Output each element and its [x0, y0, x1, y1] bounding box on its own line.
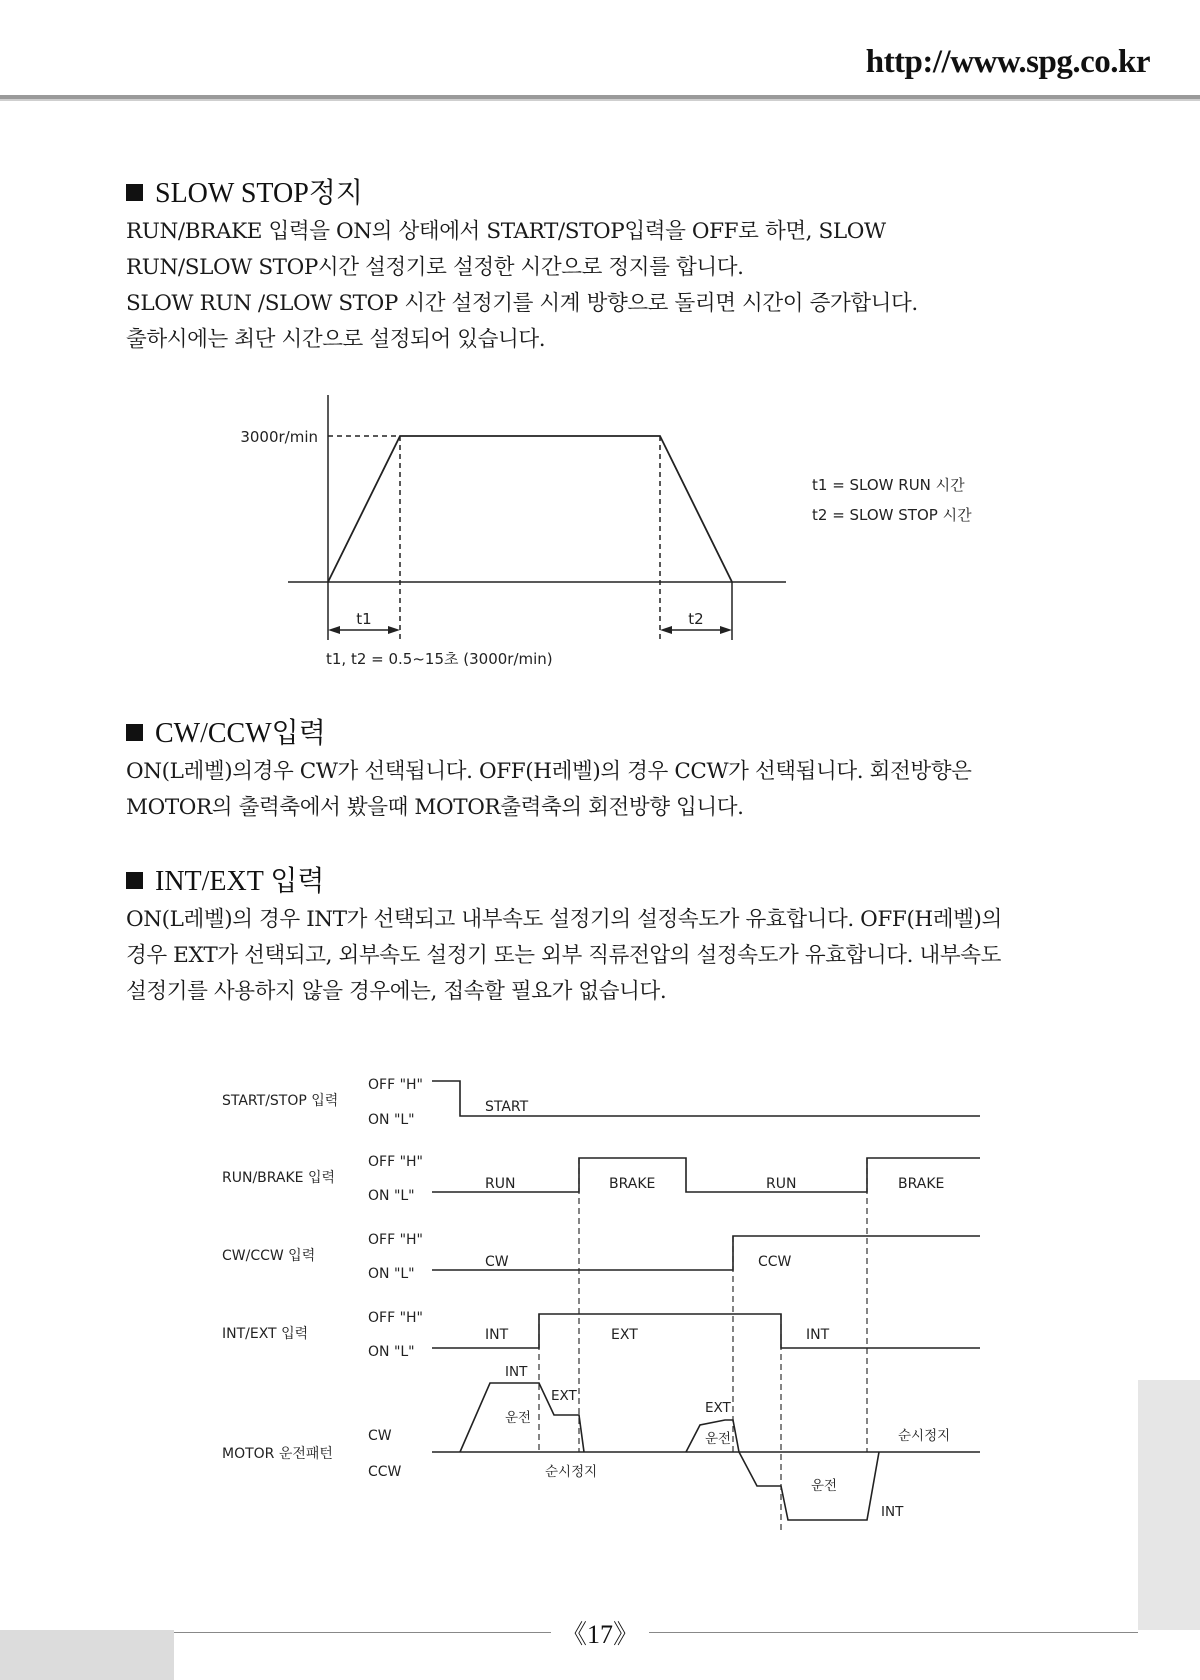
signal-run: RUN [766, 1176, 797, 1192]
signal-run: RUN [485, 1176, 516, 1192]
body-line: 출하시에는 최단 시간으로 설정되어 있습니다. [126, 327, 546, 352]
level-off: OFF "H" [368, 1232, 423, 1248]
motor-stop-label: 순시정지 [545, 1464, 598, 1480]
row-label-int-ext: INT/EXT 입력 [222, 1326, 309, 1342]
range-note: t1, t2 = 0.5~15초 (3000r/min) [326, 650, 553, 668]
t1-label: t1 [356, 610, 372, 628]
body-line: 설정기를 사용하지 않을 경우에는, 접속할 필요가 없습니다. [126, 979, 667, 1004]
side-tab-decoration [1138, 1380, 1200, 1630]
motor-ext-label: EXT [551, 1388, 577, 1404]
row-label-run-brake: RUN/BRAKE 입력 [222, 1170, 336, 1186]
level-off: OFF "H" [368, 1154, 423, 1170]
website-url: http://www.spg.co.kr [865, 44, 1150, 80]
row-label-start-stop: START/STOP 입력 [222, 1093, 339, 1109]
level-on: ON "L" [368, 1266, 415, 1282]
body-line: ON(L레벨)의 경우 INT가 선택되고 내부속도 설정기의 설정속도가 유효합니다. OFF(H레벨)의 [126, 907, 1002, 932]
signal-int: INT [485, 1327, 509, 1343]
cw-ccw-waveform [432, 1236, 980, 1270]
motor-int-label: INT [881, 1504, 904, 1520]
legend-t1: t1 = SLOW RUN 시간 [812, 476, 965, 494]
signal-ccw: CCW [758, 1254, 792, 1270]
section-title-text: SLOW STOP정지 [155, 178, 363, 209]
section-title-text: CW/CCW입력 [155, 718, 326, 749]
motor-int-label: INT [505, 1364, 528, 1380]
level-on: ON "L" [368, 1112, 415, 1128]
motor-ccw-label: CCW [368, 1464, 402, 1480]
body-line: ON(L레벨)의경우 CW가 선택됩니다. OFF(H레벨)의 경우 CCW가 선택됩니다. 회전방향은 [126, 759, 972, 784]
motor-stop-label: 순시정지 [898, 1428, 951, 1444]
motor-cw-label: CW [368, 1428, 392, 1444]
row-label-motor: MOTOR 운전패턴 [222, 1446, 333, 1462]
level-on: ON "L" [368, 1344, 415, 1360]
section-title-text: INT/EXT 입력 [155, 866, 325, 897]
signal-cw: CW [485, 1254, 509, 1270]
level-on: ON "L" [368, 1188, 415, 1204]
body-line: 경우 EXT가 선택되고, 외부속도 설정기 또는 외부 직류전압의 설정속도가 유효합니다. 내부속도 [126, 943, 1002, 968]
body-line: RUN/BRAKE 입력을 ON의 상태에서 START/STOP입력을 OFF로 하면, SLOW [126, 219, 886, 244]
body-line: RUN/SLOW STOP시간 설정기로 설정한 시간으로 정지를 합니다. [126, 255, 744, 280]
signal-brake: BRAKE [609, 1176, 656, 1192]
signal-start: START [485, 1099, 529, 1115]
row-label-cw-ccw: CW/CCW 입력 [222, 1248, 316, 1264]
body-line: SLOW RUN /SLOW STOP 시간 설정기를 시계 방향으로 돌리면 시간이 증가합니다. [126, 291, 918, 316]
signal-int: INT [806, 1327, 830, 1343]
body-line: MOTOR의 출력축에서 봤을때 MOTOR출력축의 회전방향 입니다. [126, 795, 744, 820]
legend-t2: t2 = SLOW STOP 시간 [812, 506, 972, 524]
signal-brake: BRAKE [898, 1176, 945, 1192]
motor-run-label: 운전 [811, 1478, 838, 1494]
signal-ext: EXT [611, 1327, 638, 1343]
speed-label: 3000r/min [240, 428, 318, 446]
motor-run-label: 운전 [505, 1410, 532, 1426]
page-number [0, 1614, 1200, 1651]
t2-label: t2 [688, 610, 704, 628]
int-ext-waveform [432, 1314, 980, 1348]
page-number-text: 《17》 [551, 1620, 649, 1649]
level-off: OFF "H" [368, 1310, 423, 1326]
level-off: OFF "H" [368, 1077, 423, 1093]
motor-run-label: 운전 [705, 1431, 732, 1447]
motor-ext-label: EXT [705, 1400, 731, 1416]
